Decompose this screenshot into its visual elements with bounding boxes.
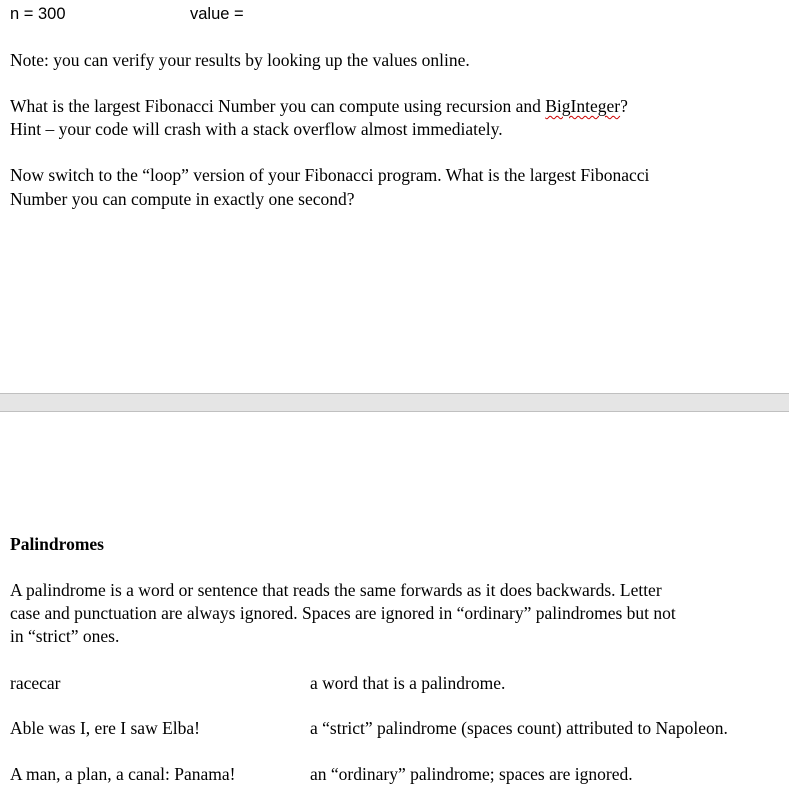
- example-desc: a word that is a palindrome.: [310, 673, 506, 693]
- question-loop-line2: Number you can compute in exactly one second?: [10, 189, 355, 209]
- question-end: ?: [620, 96, 628, 116]
- value-label: value =: [190, 5, 244, 23]
- para-line-1: A palindrome is a word or sentence that reads the same forwards as it does backwards. Letter: [10, 580, 662, 600]
- hint-text: Hint – your code will crash with a stack overflow almost immediately.: [10, 119, 503, 139]
- note-text: Note: you can verify your results by looking up the values online.: [10, 50, 470, 70]
- page-break: [0, 393, 789, 412]
- example-desc: an “ordinary” palindrome; spaces are ignored.: [310, 764, 633, 784]
- n-label: n = 300: [10, 5, 66, 23]
- misspelled-word[interactable]: BigInteger: [545, 96, 621, 116]
- example-desc: a “strict” palindrome (spaces count) attributed to Napoleon.: [310, 718, 728, 738]
- section-heading: [10, 533, 104, 557]
- para-line-2: case and punctuation are always ignored. Spaces are ignored in “ordinary” palindromes but not: [10, 603, 676, 623]
- example-text: racecar: [10, 673, 61, 693]
- question-text: What is the largest Fibonacci Number you can compute using recursion and: [10, 96, 546, 116]
- para-line-3: in “strict” ones.: [10, 626, 120, 646]
- question-loop-line1: Now switch to the “loop” version of your Fibonacci program. What is the largest Fibonacci: [10, 165, 650, 185]
- question-recursion: [10, 95, 628, 119]
- example-text: A man, a plan, a canal: Panama!: [10, 764, 236, 784]
- heading-text: Palindromes: [10, 534, 104, 554]
- example-text: Able was I, ere I saw Elba!: [10, 718, 200, 738]
